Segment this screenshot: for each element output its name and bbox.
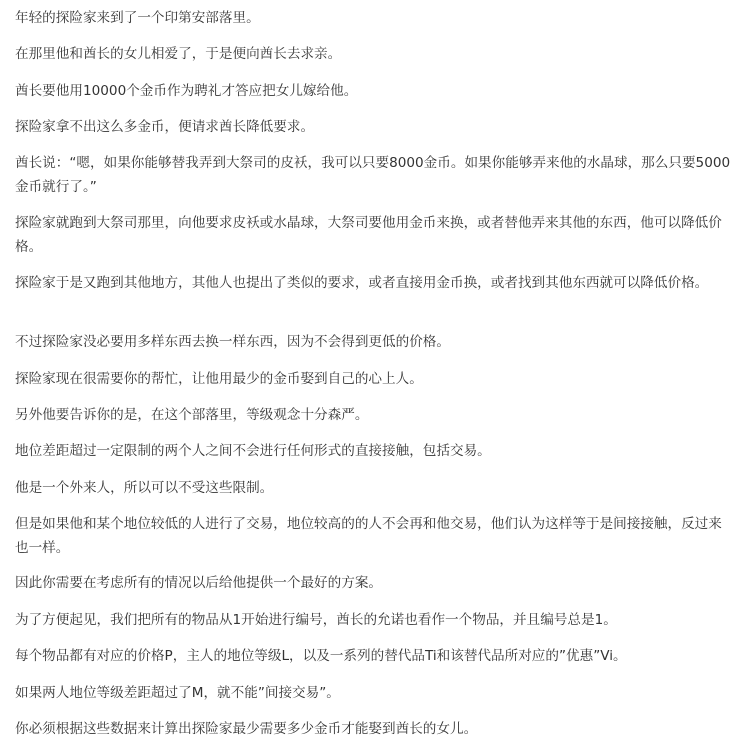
paragraph: 为了方便起见，我们把所有的物品从1开始进行编号，酋长的允诺也看作一个物品，并且编号总是1。 <box>15 612 617 628</box>
paragraph: 年轻的探险家来到了一个印第安部落里。 <box>15 10 260 26</box>
paragraph: 每个物品都有对应的价格P，主人的地位等级L，以及一系列的替代品Ti和该替代品所对应的”优惠”Vi。 <box>15 648 627 664</box>
paragraph: 在那里他和酋长的女儿相爱了，于是便向酋长去求亲。 <box>15 46 342 62</box>
paragraph: 你必须根据这些数据来计算出探险家最少需要多少金币才能娶到酋长的女儿。 <box>15 721 478 737</box>
paragraph: 但是如果他和某个地位较低的人进行了交易，地位较高的的人不会再和他交易，他们认为这样等于是间接接触，反过来也一样。 <box>15 516 722 556</box>
paragraph: 探险家现在很需要你的帮忙，让他用最少的金币娶到自己的心上人。 <box>15 371 423 387</box>
paragraph: 他是一个外来人，所以可以不受这些限制。 <box>15 480 274 496</box>
paragraph: 如果两人地位等级差距超过了M，就不能”间接交易”。 <box>15 685 340 701</box>
paragraph: 探险家拿不出这么多金币，便请求酋长降低要求。 <box>15 119 315 135</box>
paragraph: 地位差距超过一定限制的两个人之间不会进行任何形式的直接接触，包括交易。 <box>15 443 491 459</box>
paragraph: 探险家就跑到大祭司那里，向他要求皮袄或水晶球，大祭司要他用金币来换，或者替他弄来其他的东西，他可以降低价格。 <box>15 215 722 255</box>
paragraph: 因此你需要在考虑所有的情况以后给他提供一个最好的方案。 <box>15 575 383 591</box>
paragraph: 不过探险家没必要用多样东西去换一样东西，因为不会得到更低的价格。 <box>15 334 450 350</box>
paragraph: 酋长说：“嗯，如果你能够替我弄到大祭司的皮袄，我可以只要8000金币。如果你能够弄来他的水晶球，那么只要5000金币就行了。” <box>15 155 731 195</box>
paragraph: 探险家于是又跑到其他地方，其他人也提出了类似的要求，或者直接用金币换，或者找到其他东西就可以降低价格。 <box>15 275 709 291</box>
paragraph: 酋长要他用10000个金币作为聘礼才答应把女儿嫁给他。 <box>15 83 358 99</box>
paragraph: 另外他要告诉你的是，在这个部落里，等级观念十分森严。 <box>15 407 369 423</box>
